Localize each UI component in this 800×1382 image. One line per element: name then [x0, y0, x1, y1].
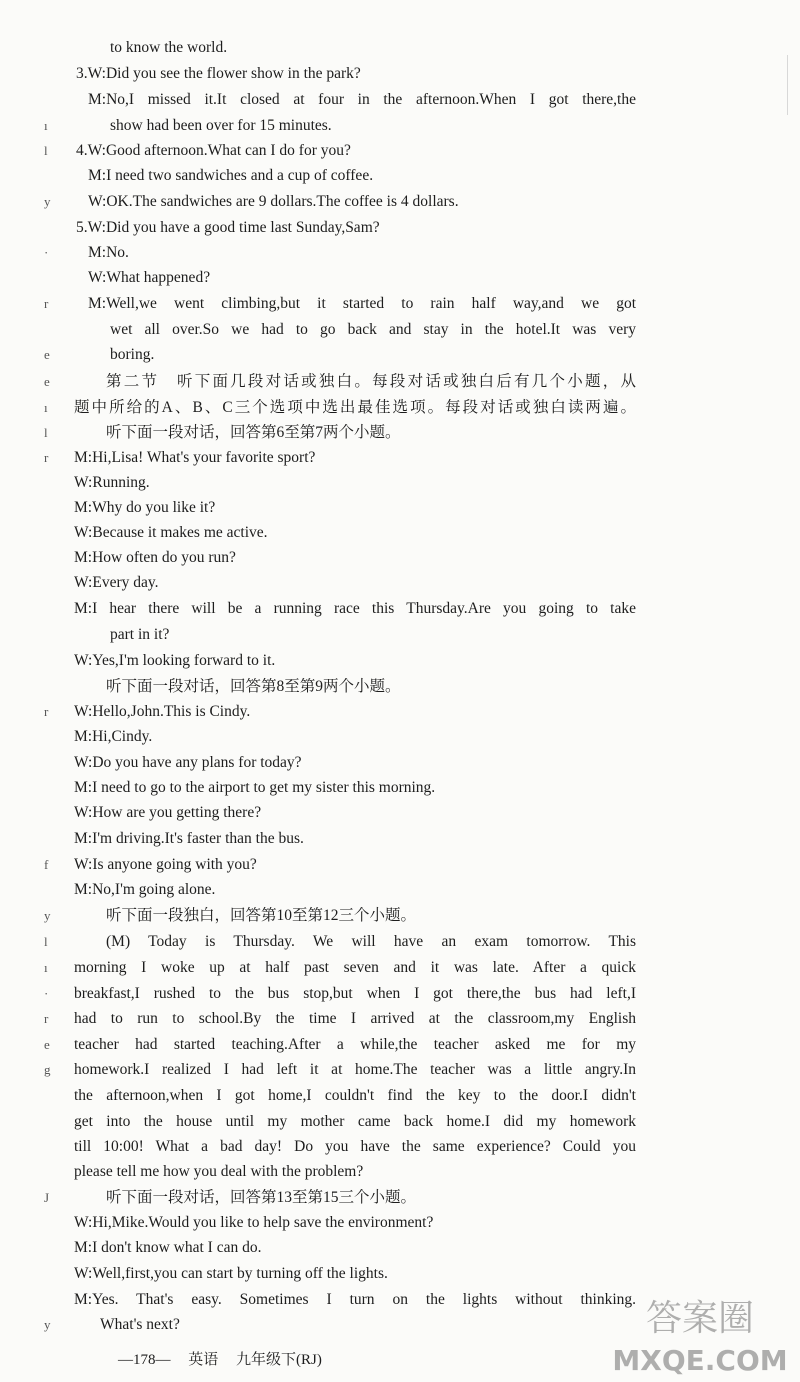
text-line: W:How are you getting there?	[74, 804, 262, 821]
right-edge-rule	[787, 55, 788, 115]
text-line: M:I hear there will be a running race this Thursday.Are you going to take	[74, 600, 636, 617]
text-line: the afternoon,when I got home,I couldn't find the key to the door.I didn't	[74, 1087, 636, 1104]
text-line: W:Is anyone going with you?	[74, 856, 257, 873]
text-line: boring.	[110, 346, 155, 363]
margin-mark: l	[44, 934, 48, 949]
text-line: W:Every day.	[74, 574, 159, 591]
text-line: M:Hi,Lisa! What's your favorite sport?	[74, 449, 316, 466]
margin-mark: ı	[44, 400, 48, 415]
margin-mark: y	[44, 1317, 51, 1332]
text-line: 听下面一段对话，回答第8至第9两个小题。	[106, 678, 401, 695]
text-line: get into the house until my mother came back home.I did my homework	[74, 1113, 636, 1130]
margin-mark: ı	[44, 960, 48, 975]
text-line: wet all over.So we had to go back and stay in the hotel.It was very	[110, 321, 636, 338]
watermark-top-text: 答案圈	[645, 1298, 755, 1339]
text-line: 听下面一段独白，回答第10至第12三个小题。	[106, 907, 417, 924]
margin-mark: l	[44, 425, 48, 440]
text-line: 听下面一段对话，回答第13至第15三个小题。	[106, 1189, 417, 1206]
margin-mark: g	[44, 1062, 51, 1077]
text-line: M:No,I missed it.It closed at four in the afternoon.When I got there,the	[88, 91, 636, 108]
text-line: to know the world.	[110, 39, 228, 56]
text-line: What's next?	[100, 1316, 180, 1333]
margin-mark: e	[44, 347, 50, 362]
margin-mark: ·	[44, 986, 49, 1001]
text-line: W:Do you have any plans for today?	[74, 754, 302, 771]
margin-mark: ı	[44, 118, 48, 133]
text-line: W:What happened?	[88, 269, 211, 286]
text-line: M:Hi,Cindy.	[74, 728, 153, 745]
text-line: M:I'm driving.It's faster than the bus.	[74, 830, 304, 847]
text-line: M:I need to go to the airport to get my sister this morning.	[74, 779, 436, 796]
page-footer	[118, 1348, 336, 1369]
text-line: W:Hi,Mike.Would you like to help save the environment?	[74, 1214, 434, 1231]
text-line: W:Hello,John.This is Cindy.	[74, 703, 251, 720]
margin-mark: e	[44, 374, 50, 389]
text-line: M:Yes. That's easy. Sometimes I turn on the lights without thinking.	[74, 1291, 636, 1308]
text-line: 题中所给的A、B、C三个选项中选出最佳选项。每段对话或独白读两遍。	[74, 399, 636, 416]
text-line: 第二节 听下面几段对话或独白。每段对话或独白后有几个小题，从	[106, 373, 636, 390]
text-line: M:No.	[88, 244, 129, 261]
text-line: M:No,I'm going alone.	[74, 881, 216, 898]
text-line: morning I woke up at half past seven and it was late. After a quick	[74, 959, 636, 976]
margin-mark: f	[44, 857, 49, 872]
footer-grade: 九年级下(RJ)	[236, 1352, 322, 1368]
text-line: M:Why do you like it?	[74, 499, 216, 516]
text-line: M:How often do you run?	[74, 549, 236, 566]
text-line: 5.W:Did you have a good time last Sunday,Sam?	[76, 219, 380, 236]
text-line: 4.W:Good afternoon.What can I do for you?	[76, 142, 351, 159]
margin-mark: J	[44, 1190, 50, 1205]
margin-mark: r	[44, 1011, 49, 1026]
text-line: W:Yes,I'm looking forward to it.	[74, 652, 276, 669]
margin-mark: r	[44, 704, 49, 719]
text-line: till 10:00! What a bad day! Do you have the same experience? Could you	[74, 1138, 636, 1155]
text-line: had to run to school.By the time I arrived at the classroom,my English	[74, 1010, 636, 1027]
text-line: please tell me how you deal with the problem?	[74, 1163, 364, 1180]
text-line: part in it?	[110, 626, 170, 643]
margin-mark: ·	[44, 245, 49, 260]
margin-mark: r	[44, 450, 49, 465]
text-line: M:Well,we went climbing,but it started to rain half way,and we got	[88, 295, 636, 312]
margin-mark: e	[44, 1037, 50, 1052]
text-line: W:Because it makes me active.	[74, 524, 268, 541]
text-line: (M) Today is Thursday. We will have an exam tomorrow. This	[106, 933, 636, 950]
text-line: teacher had started teaching.After a while,the teacher asked me for my	[74, 1036, 636, 1053]
watermark-bottom-text: MXQE.COM	[612, 1344, 788, 1377]
text-line: breakfast,I rushed to the bus stop,but when I got there,the bus had left,I	[74, 985, 636, 1002]
margin-mark: y	[44, 908, 51, 923]
text-line: show had been over for 15 minutes.	[110, 117, 332, 134]
margin-mark: l	[44, 143, 48, 158]
text-line: W:OK.The sandwiches are 9 dollars.The coffee is 4 dollars.	[88, 193, 459, 210]
text-line: W:Well,first,you can start by turning off the lights.	[74, 1265, 388, 1282]
margin-mark: y	[44, 194, 51, 209]
footer-subject: 英语	[188, 1352, 219, 1368]
page-number: —178—	[118, 1352, 171, 1368]
watermark-logo	[612, 1288, 788, 1380]
text-line: W:Running.	[74, 474, 150, 491]
margin-mark: r	[44, 296, 49, 311]
text-line: 听下面一段对话，回答第6至第7两个小题。	[106, 424, 401, 441]
text-line: 3.W:Did you see the flower show in the park?	[76, 65, 361, 82]
text-line: M:I need two sandwiches and a cup of coffee.	[88, 167, 374, 184]
text-line: homework.I realized I had left it at home.The teacher was a little angry.In	[74, 1061, 636, 1078]
text-line: M:I don't know what I can do.	[74, 1239, 262, 1256]
